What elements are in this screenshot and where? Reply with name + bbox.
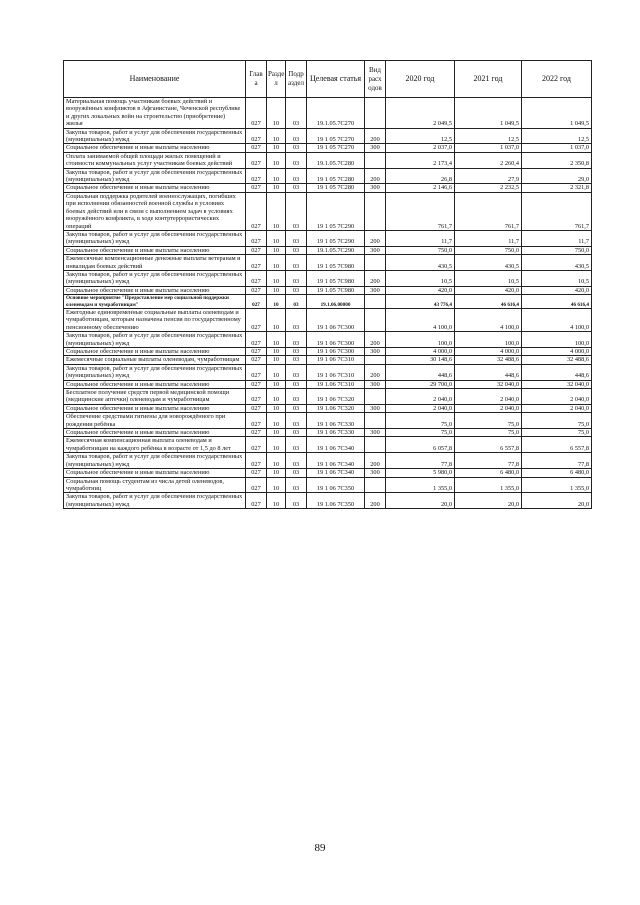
row-subsection: 03 [286,144,307,152]
row-amount-2021: 77,8 [455,453,522,469]
table-row [64,152,592,168]
header-expense-type: Вид расх одов [365,61,386,98]
table-row [64,295,592,309]
row-name: Закупка товаров, работ и услуг для обеспечения государственных (муниципальных) нужд [64,230,246,246]
row-section: 10 [267,295,286,309]
row-name: Закупка товаров, работ и услуг для обеспечения государственных (муниципальных) нужд [64,453,246,469]
row-section: 10 [267,453,286,469]
row-name: Социальное обеспечение и иные выплаты населению [64,286,246,294]
row-amount-2021: 448,6 [455,364,522,380]
row-amount-2021: 430,5 [455,255,522,271]
table-row [64,308,592,331]
row-subsection: 03 [286,286,307,294]
row-subsection: 03 [286,308,307,331]
row-chapter: 027 [246,477,267,493]
row-amount-2021: 2 040,0 [455,404,522,412]
row-name: Основное мероприятие "Предоставление мер социальной поддержки оленеводам и чумработницам" [64,295,246,309]
header-2020: 2020 год [386,61,455,98]
row-section: 10 [267,413,286,429]
row-chapter: 027 [246,332,267,348]
row-expense-type: 300 [365,286,386,294]
row-subsection: 03 [286,255,307,271]
row-name: Социальное обеспечение и иные выплаты населению [64,246,246,254]
row-amount-2020: 11,7 [386,230,455,246]
row-name: Социальное обеспечение и иные выплаты населению [64,348,246,356]
header-section: Разде л [267,61,286,98]
row-target-article: 19 1 05 7С270 [307,144,365,152]
row-target-article: 19 1 05 7С290 [307,230,365,246]
row-name: Социальное обеспечение и иные выплаты населению [64,380,246,388]
row-amount-2020: 1 355,0 [386,477,455,493]
row-chapter: 027 [246,308,267,331]
row-section: 10 [267,364,286,380]
row-section: 10 [267,308,286,331]
row-target-article: 19 1.06 7С320 [307,404,365,412]
row-expense-type: 300 [365,246,386,254]
row-subsection: 03 [286,389,307,405]
row-target-article: 19 1 06 7С340 [307,469,365,477]
row-section: 10 [267,184,286,192]
row-amount-2021: 20,0 [455,493,522,509]
row-amount-2021: 1 049,5 [455,98,522,129]
row-chapter: 027 [246,152,267,168]
row-name: Закупка товаров, работ и услуг для обеспечения государственных (муниципальных) нужд [64,168,246,184]
row-subsection: 03 [286,246,307,254]
row-section: 10 [267,332,286,348]
row-amount-2021: 750,0 [455,246,522,254]
row-subsection: 03 [286,356,307,364]
row-section: 10 [267,469,286,477]
table-row [64,332,592,348]
header-row [64,61,592,98]
row-name: Обеспечение средствами гигиены для новорождённого при рождении ребёнка [64,413,246,429]
row-amount-2020: 5 980,0 [386,469,455,477]
row-amount-2020: 4 100,0 [386,308,455,331]
table-row [64,380,592,388]
row-amount-2022: 420,0 [522,286,592,294]
row-subsection: 03 [286,230,307,246]
row-target-article: 19 1 05 7С280 [307,168,365,184]
row-name: Материальная помощь участникам боевых действий и вооружённых конфликтов в Афганистане, Чеченской республике и других локальных войн на строительство (приобретение) жилья [64,98,246,129]
row-expense-type: 200 [365,168,386,184]
row-section: 10 [267,128,286,144]
row-subsection: 03 [286,477,307,493]
row-section: 10 [267,286,286,294]
row-amount-2022: 2 350,8 [522,152,592,168]
row-target-article: 19.1.05.7С270 [307,98,365,129]
row-amount-2022: 1 049,5 [522,98,592,129]
row-chapter: 027 [246,348,267,356]
row-expense-type: 200 [365,364,386,380]
row-section: 10 [267,255,286,271]
table-row [64,493,592,509]
row-chapter: 027 [246,389,267,405]
row-amount-2021: 4 000,0 [455,348,522,356]
row-subsection: 03 [286,128,307,144]
row-amount-2020: 43 776,4 [386,295,455,309]
header-2022: 2022 год [522,61,592,98]
row-amount-2021: 12,5 [455,128,522,144]
row-amount-2021: 2 232,5 [455,184,522,192]
row-amount-2021: 2 260,4 [455,152,522,168]
row-section: 10 [267,389,286,405]
row-subsection: 03 [286,168,307,184]
table-row [64,477,592,493]
row-amount-2022: 20,0 [522,493,592,509]
row-expense-type [365,356,386,364]
row-name: Ежемесячные компенсационные денежные выплаты ветеранам и инвалидам боевых действий [64,255,246,271]
table-row [64,192,592,230]
row-chapter: 027 [246,98,267,129]
row-amount-2022: 6 480,0 [522,469,592,477]
table-row [64,348,592,356]
table-row [64,144,592,152]
row-section: 10 [267,230,286,246]
row-amount-2022: 4 100,0 [522,308,592,331]
row-amount-2022: 29,0 [522,168,592,184]
row-amount-2020: 20,0 [386,493,455,509]
row-expense-type: 300 [365,348,386,356]
row-expense-type [365,98,386,129]
row-amount-2020: 4 000,0 [386,348,455,356]
row-name: Социальное обеспечение и иные выплаты населению [64,404,246,412]
row-amount-2020: 2 037,0 [386,144,455,152]
row-amount-2021: 11,7 [455,230,522,246]
row-subsection: 03 [286,192,307,230]
row-amount-2022: 32 040,0 [522,380,592,388]
row-chapter: 027 [246,404,267,412]
row-name: Социальное обеспечение и иные выплаты населению [64,144,246,152]
row-target-article: 19 1 06 7С340 [307,453,365,469]
table-row [64,437,592,453]
row-name: Социальная помощь студентам из числа детей оленеводов, чумработниц [64,477,246,493]
row-chapter: 027 [246,168,267,184]
row-amount-2020: 2 146,6 [386,184,455,192]
row-amount-2022: 1 037,0 [522,144,592,152]
row-name: Закупка товаров, работ и услуг для обеспечения государственных (муниципальных) нужд [64,128,246,144]
row-target-article: 19 1 06 7С300 [307,332,365,348]
row-name: Закупка товаров, работ и услуг для обеспечения государственных (муниципальных) нужд [64,493,246,509]
row-target-article: 19 1 05 7С980 [307,270,365,286]
row-amount-2022: 75,0 [522,413,592,429]
row-subsection: 03 [286,364,307,380]
header-name: Наименование [64,61,246,98]
row-amount-2020: 75,0 [386,413,455,429]
row-expense-type: 300 [365,144,386,152]
row-subsection: 03 [286,437,307,453]
row-chapter: 027 [246,270,267,286]
page-number: 89 [314,842,326,854]
header-subsection: Подр аздел [286,61,307,98]
row-amount-2020: 30 148,6 [386,356,455,364]
row-expense-type: 300 [365,429,386,437]
row-amount-2020: 26,8 [386,168,455,184]
row-target-article: 19 1 05 7С290 [307,192,365,230]
row-expense-type [365,413,386,429]
row-amount-2020: 430,5 [386,255,455,271]
row-amount-2022: 11,7 [522,230,592,246]
row-amount-2020: 6 057,8 [386,437,455,453]
row-subsection: 03 [286,184,307,192]
row-chapter: 027 [246,356,267,364]
row-subsection: 03 [286,404,307,412]
row-amount-2022: 2 321,8 [522,184,592,192]
row-amount-2021: 32 488,6 [455,356,522,364]
row-target-article: 19.1.06.00000 [307,295,365,309]
row-amount-2021: 75,0 [455,429,522,437]
row-section: 10 [267,144,286,152]
table-row [64,286,592,294]
row-amount-2021: 4 100,0 [455,308,522,331]
row-subsection: 03 [286,332,307,348]
row-expense-type [365,389,386,405]
row-name: Бесплатное получение средств первой медицинской помощи (медицинские аптечки) оленеводам и чумработницам [64,389,246,405]
row-chapter: 027 [246,429,267,437]
table-row [64,255,592,271]
row-chapter: 027 [246,255,267,271]
table-row [64,270,592,286]
row-amount-2022: 46 616,4 [522,295,592,309]
row-target-article: 19 1 06 7С330 [307,413,365,429]
table-row [64,429,592,437]
row-target-article: 19 1 06 7С320 [307,389,365,405]
row-section: 10 [267,246,286,254]
row-subsection: 03 [286,295,307,309]
row-amount-2021: 32 040,0 [455,380,522,388]
row-amount-2020: 2 173,4 [386,152,455,168]
row-subsection: 03 [286,453,307,469]
row-subsection: 03 [286,98,307,129]
row-expense-type: 300 [365,404,386,412]
row-amount-2021: 27,9 [455,168,522,184]
row-chapter: 027 [246,364,267,380]
row-amount-2020: 750,0 [386,246,455,254]
row-subsection: 03 [286,493,307,509]
row-chapter: 027 [246,230,267,246]
row-chapter: 027 [246,295,267,309]
row-chapter: 027 [246,469,267,477]
row-expense-type: 200 [365,332,386,348]
row-subsection: 03 [286,348,307,356]
row-name: Ежегодные единовременные социальные выплаты оленеводам и чумработницам, которым назначена пенсия по государственному пенсионному обеспечению [64,308,246,331]
row-amount-2020: 77,8 [386,453,455,469]
row-name: Оплата занимаемой общей площади жилых помещений и стоимости коммунальных услуг участникам боевых действий [64,152,246,168]
row-chapter: 027 [246,184,267,192]
row-section: 10 [267,168,286,184]
row-name: Социальное обеспечение и иные выплаты населению [64,429,246,437]
row-amount-2022: 32 488,6 [522,356,592,364]
row-subsection: 03 [286,413,307,429]
row-section: 10 [267,380,286,388]
row-expense-type [365,192,386,230]
row-chapter: 027 [246,144,267,152]
row-section: 10 [267,356,286,364]
row-section: 10 [267,98,286,129]
table-row [64,404,592,412]
row-target-article: 19 1 06 7С300 [307,308,365,331]
row-expense-type [365,255,386,271]
row-target-article: 19 1.06 7С310 [307,380,365,388]
row-expense-type [365,477,386,493]
row-amount-2022: 4 000,0 [522,348,592,356]
row-target-article: 19 1 06 7С300 [307,348,365,356]
table-body [64,98,592,509]
table-row [64,246,592,254]
header-target: Целевая статья [307,61,365,98]
row-amount-2022: 430,5 [522,255,592,271]
row-amount-2021: 10,5 [455,270,522,286]
row-amount-2020: 12,5 [386,128,455,144]
row-name: Социальное обеспечение и иные выплаты населению [64,184,246,192]
row-amount-2020: 761,7 [386,192,455,230]
row-amount-2022: 12,5 [522,128,592,144]
row-target-article: 19.1.05.7С290 [307,246,365,254]
row-chapter: 027 [246,380,267,388]
budget-table [63,60,592,509]
row-target-article: 19 1 06 7С310 [307,356,365,364]
row-section: 10 [267,493,286,509]
row-name: Ежемесячные социальные выплаты оленеводам, чумработницам [64,356,246,364]
row-amount-2020: 29 700,0 [386,380,455,388]
row-amount-2021: 6 480,0 [455,469,522,477]
row-section: 10 [267,477,286,493]
row-amount-2022: 761,7 [522,192,592,230]
row-amount-2022: 6 557,8 [522,437,592,453]
table-row [64,98,592,129]
row-name: Социальное обеспечение и иные выплаты населению [64,469,246,477]
row-target-article: 19 1 06 7С340 [307,437,365,453]
row-amount-2020: 2 040,0 [386,389,455,405]
row-amount-2021: 6 557,8 [455,437,522,453]
row-amount-2020: 2 040,0 [386,404,455,412]
row-amount-2020: 75,0 [386,429,455,437]
row-subsection: 03 [286,380,307,388]
row-amount-2020: 100,0 [386,332,455,348]
row-chapter: 027 [246,453,267,469]
row-amount-2021: 1 355,0 [455,477,522,493]
row-subsection: 03 [286,270,307,286]
header-2021: 2021 год [455,61,522,98]
row-chapter: 027 [246,192,267,230]
row-amount-2022: 1 355,0 [522,477,592,493]
table-row [64,364,592,380]
row-target-article: 19 1 05 7С980 [307,255,365,271]
row-subsection: 03 [286,469,307,477]
row-expense-type: 300 [365,469,386,477]
table-row [64,453,592,469]
row-expense-type: 200 [365,453,386,469]
table-row [64,168,592,184]
row-target-article: 19 1 05 7С270 [307,128,365,144]
row-amount-2022: 77,8 [522,453,592,469]
row-target-article: 19 1 05 7С280 [307,184,365,192]
row-amount-2022: 2 040,0 [522,404,592,412]
row-amount-2022: 448,6 [522,364,592,380]
table-row [64,413,592,429]
row-expense-type: 200 [365,230,386,246]
row-amount-2021: 420,0 [455,286,522,294]
row-expense-type [365,308,386,331]
row-amount-2022: 75,0 [522,429,592,437]
table-row [64,230,592,246]
row-chapter: 027 [246,437,267,453]
row-target-article: 19 1 06 7С330 [307,429,365,437]
row-amount-2020: 420,0 [386,286,455,294]
row-amount-2022: 10,5 [522,270,592,286]
row-target-article: 19 1.06 7С350 [307,493,365,509]
row-amount-2022: 750,0 [522,246,592,254]
row-name: Закупка товаров, работ и услуг для обеспечения государственных (муниципальных) нужд [64,364,246,380]
row-expense-type [365,295,386,309]
row-chapter: 027 [246,413,267,429]
row-expense-type: 300 [365,380,386,388]
row-name: Социальная поддержка родителей военнослужащих, погибших при исполнении обязанностей военной службы в условиях боевых действий или в связи с выполнением задач в условиях вооружённого конфликта, в ходе контртеррористических операций [64,192,246,230]
row-name: Закупка товаров, работ и услуг для обеспечения государственных (муниципальных) нужд [64,332,246,348]
row-amount-2021: 46 616,4 [455,295,522,309]
row-amount-2021: 2 040,0 [455,389,522,405]
row-target-article: 19 1 06 7С310 [307,364,365,380]
row-chapter: 027 [246,493,267,509]
row-amount-2021: 761,7 [455,192,522,230]
row-amount-2020: 10,5 [386,270,455,286]
row-name: Закупка товаров, работ и услуг для обеспечения государственных (муниципальных) нужд [64,270,246,286]
header-chapter: Глав а [246,61,267,98]
row-section: 10 [267,437,286,453]
row-name: Ежемесячная компенсационная выплата оленеводам и чумработницам на каждого ребёнка в возрасте от 1,5 до 8 лет [64,437,246,453]
row-section: 10 [267,348,286,356]
table-row [64,469,592,477]
table-row [64,356,592,364]
row-amount-2022: 100,0 [522,332,592,348]
row-expense-type [365,152,386,168]
row-amount-2022: 2 040,0 [522,389,592,405]
row-expense-type: 300 [365,184,386,192]
row-expense-type: 200 [365,493,386,509]
table-row [64,184,592,192]
row-chapter: 027 [246,128,267,144]
table-row [64,128,592,144]
row-subsection: 03 [286,429,307,437]
row-target-article: 19 1 06 7С350 [307,477,365,493]
table-row [64,389,592,405]
row-section: 10 [267,270,286,286]
row-amount-2021: 75,0 [455,413,522,429]
row-section: 10 [267,192,286,230]
row-amount-2021: 100,0 [455,332,522,348]
row-amount-2020: 448,6 [386,364,455,380]
row-section: 10 [267,429,286,437]
row-expense-type [365,437,386,453]
row-amount-2021: 1 037,0 [455,144,522,152]
row-section: 10 [267,152,286,168]
row-section: 10 [267,404,286,412]
row-chapter: 027 [246,246,267,254]
row-expense-type: 200 [365,128,386,144]
row-expense-type: 200 [365,270,386,286]
row-chapter: 027 [246,286,267,294]
row-subsection: 03 [286,152,307,168]
row-target-article: 19.1.05.7С280 [307,152,365,168]
row-amount-2020: 2 049,5 [386,98,455,129]
row-target-article: 19 1.05 7С980 [307,286,365,294]
